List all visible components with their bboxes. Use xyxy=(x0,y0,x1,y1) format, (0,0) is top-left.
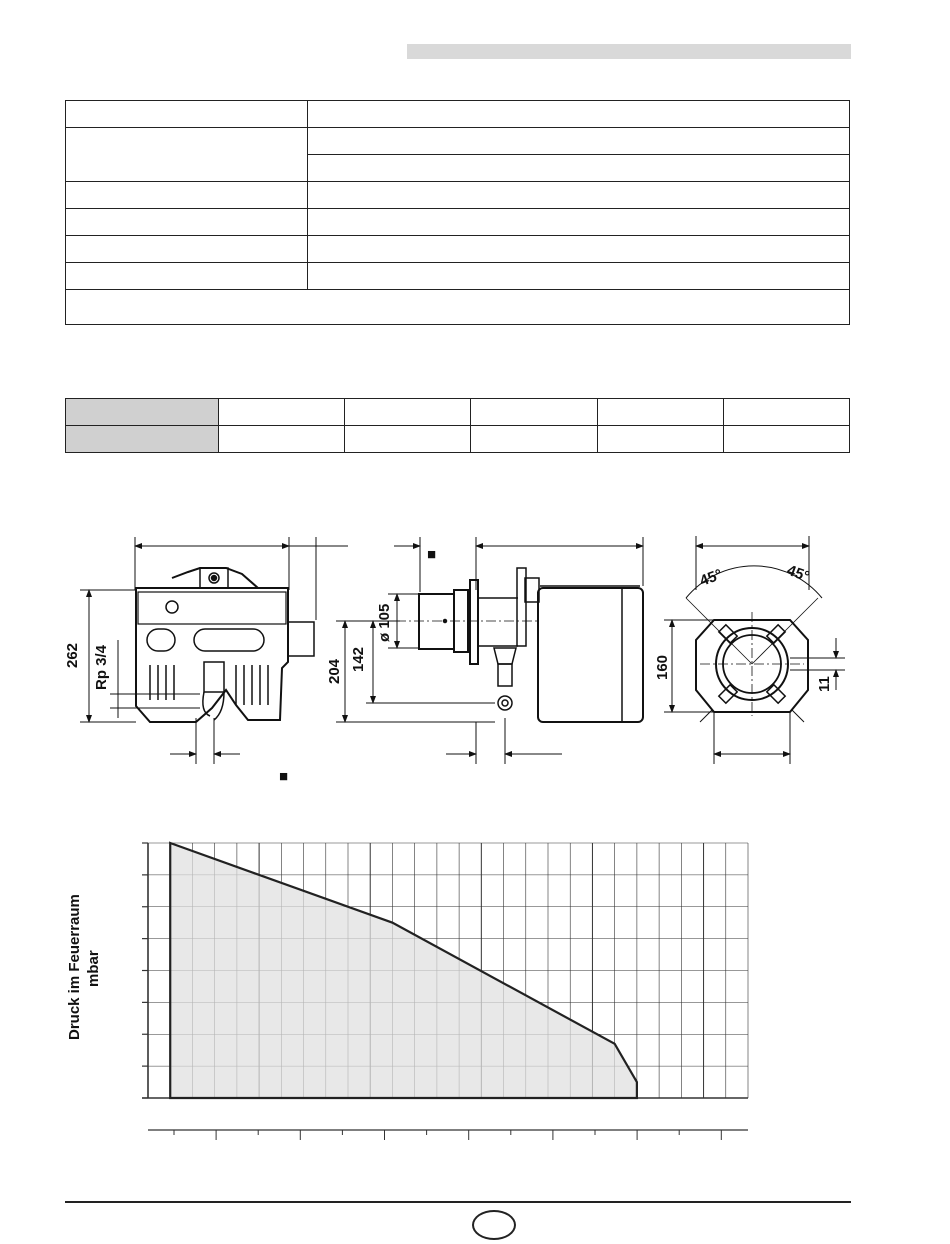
dim-rp-34: Rp 3/4 xyxy=(93,644,110,690)
center-view-drawing xyxy=(336,537,643,764)
chart-ylabel-line2: mbar xyxy=(85,950,102,987)
dim-diameter-105: ø 105 xyxy=(376,603,393,642)
side-view-drawing xyxy=(80,537,348,764)
angle-45-left: 45° xyxy=(697,566,725,590)
dim-262: 262 xyxy=(64,642,81,668)
dim-160: 160 xyxy=(654,654,671,680)
flange-view-drawing xyxy=(664,536,845,764)
chart-ylabel-line1: Druck im Feuerraum xyxy=(66,894,83,1040)
marker-bottom: ■ xyxy=(279,768,289,785)
dim-142: 142 xyxy=(350,646,367,672)
page-number-oval xyxy=(472,1210,516,1240)
angle-45-right: 45° xyxy=(784,561,812,586)
dim-204: 204 xyxy=(326,658,343,684)
footer-rule xyxy=(65,1201,851,1203)
marker-top: ■ xyxy=(427,546,437,563)
dim-11: 11 xyxy=(816,676,833,692)
